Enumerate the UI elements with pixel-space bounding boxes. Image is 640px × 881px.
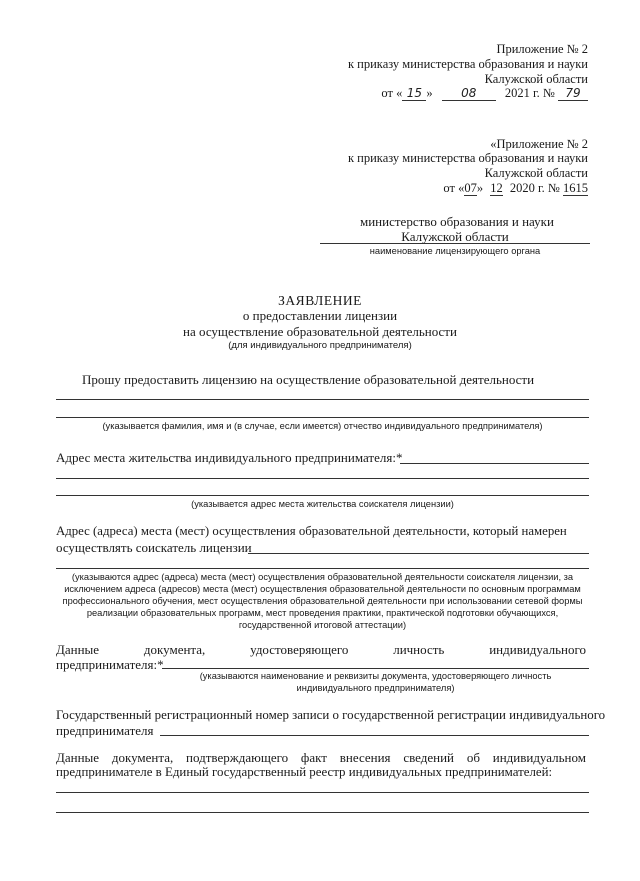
activity-note-4: реализации образовательных программ, мест проведения практики, практической подготовки обучающихся, [86, 608, 559, 618]
residence-line-2 [56, 478, 589, 479]
appendix-order-ref: к приказу министерства образования и науки [347, 57, 588, 71]
residence-note: (указывается адрес места жительства соискателя лицензии) [191, 499, 454, 509]
identity-doc-note-2: индивидуального предпринимателя) [296, 683, 455, 693]
registration-label-1: Государственный регистрационный номер записи о государственной регистрации индивидуального [56, 708, 606, 722]
old-appendix-date-line: от «07» 12 2020 г. № 1615 [443, 181, 588, 195]
egrip-label-1: Данные документа, подтверждающего факт внесения сведений об индивидуальном [56, 750, 586, 765]
document-title: ЗАЯВЛЕНИЕ [278, 293, 362, 308]
residence-label: Адрес места жительства индивидуального предпринимателя:* [56, 450, 403, 465]
old-appendix-label: «Приложение № 2 [490, 137, 588, 151]
identity-doc-label-1: Данные документа, удостоверяющего личность индивидуального [56, 642, 586, 657]
egrip-line-1 [56, 792, 589, 793]
identity-doc-field-line [162, 668, 589, 669]
registration-label-2: предпринимателя [56, 723, 154, 738]
activity-address-label-2: осуществлять соискатель лицензии [56, 540, 252, 555]
authority-line-2: Калужской области [401, 229, 509, 244]
activity-address-line-2 [56, 568, 589, 569]
identity-doc-note-1: (указываются наименование и реквизиты документа, удостоверяющего личность [199, 671, 552, 681]
registration-field-line [160, 735, 589, 736]
activity-note-2: исключением адреса (адресов) места (мест) осуществления образовательной деятельности по основным программам [64, 584, 581, 594]
residence-field-line [400, 463, 589, 464]
appendix-region: Калужской области [484, 72, 588, 86]
handwritten-month: 08 [442, 86, 496, 101]
title-subline-3: (для индивидуального предпринимателя) [228, 340, 412, 351]
name-line-2 [56, 417, 589, 418]
egrip-label-2: предпринимателе в Единый государственный реестр индивидуальных предпринимателей: [56, 765, 553, 779]
handwritten-day: 15 [402, 86, 426, 101]
activity-note-1: (указываются адрес (адреса) места (мест) осуществления образовательной деятельности соискателя лицензии, за [71, 572, 574, 582]
authority-caption: наименование лицензирующего органа [369, 246, 541, 256]
identity-doc-label-2: предпринимателя:* [56, 657, 164, 672]
old-appendix-order-ref: к приказу министерства образования и науки [347, 151, 588, 165]
activity-note-3: профессионального обучения, мест осуществления образовательной деятельности при использовании сетевой формы [62, 596, 583, 606]
appendix-date-line: от « 15 » 08 2021 г. № 79 [381, 86, 588, 101]
activity-note-5: государственной итоговой аттестации) [238, 620, 407, 630]
name-note: (указывается фамилия, имя и (в случае, если имеется) отчество индивидуального предпринимателя) [102, 421, 543, 431]
handwritten-number: 79 [558, 86, 588, 101]
activity-address-label-1: Адрес (адреса) места (мест) осуществления образовательной деятельности, который намерен [56, 524, 567, 538]
authority-underline [320, 243, 590, 244]
residence-line-3 [56, 495, 589, 496]
request-text: Прошу предоставить лицензию на осуществление образовательной деятельности [82, 372, 535, 387]
authority-line-1: министерство образования и науки [360, 214, 554, 229]
title-subline-2: на осуществление образовательной деятельности [183, 324, 457, 339]
title-subline-1: о предоставлении лицензии [242, 308, 398, 323]
egrip-line-2 [56, 812, 589, 813]
name-line-1 [56, 399, 589, 400]
activity-address-field-line [248, 553, 589, 554]
appendix-label: Приложение № 2 [496, 42, 588, 56]
old-appendix-region: Калужской области [484, 166, 588, 180]
